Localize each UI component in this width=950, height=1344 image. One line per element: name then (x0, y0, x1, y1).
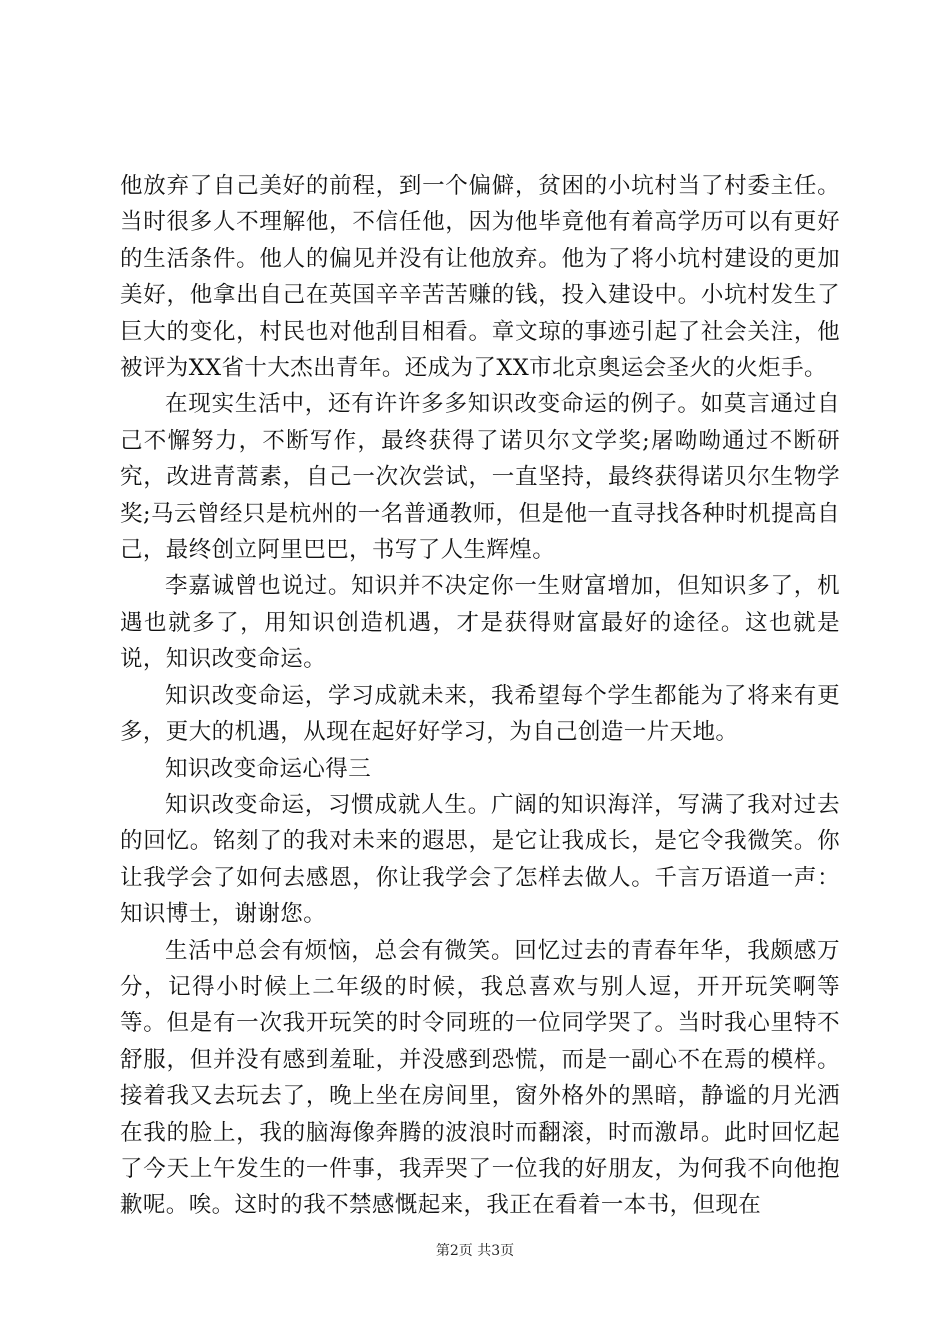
paragraph: 李嘉诚曾也说过。知识并不决定你一生财富增加，但知识多了，机遇也就多了，用知识创造机遇，才是获得财富最好的途径。这也就是说，知识改变命运。 (120, 573, 840, 673)
paragraph: 在现实生活中，还有许许多多知识改变命运的例子。如莫言通过自己不懈努力，不断写作，最终获得了诺贝尔文学奖;屠呦呦通过不断研究，改进青蒿素，自己一次次尝试，一直坚持，最终获得诺贝尔生物学奖;马云曾经只是杭州的一名普通教师，但是他一直寻找各种时机提高自己，最终创立阿里巴巴，书写了人生辉煌。 (120, 391, 840, 564)
paragraph: 知识改变命运，学习成就未来，我希望每个学生都能为了将来有更多，更大的机遇，从现在起好好学习，为自己创造一片天地。 (120, 682, 840, 746)
paragraph-continued: 他放弃了自己美好的前程，到一个偏僻，贫困的小坑村当了村委主任。当时很多人不理解他，不信任他，因为他毕竟他有着高学历可以有更好的生活条件。他人的偏见并没有让他放弃。他为了将小坑村建设的更加美好，他拿出自己在英国辛辛苦苦赚的钱，投入建设中。小坑村发生了巨大的变化，村民也对他刮目相看。章文琼的事迹引起了社会关注，他被评为XX省十大杰出青年。还成为了XX市北京奥运会圣火的火炬手。 (120, 173, 840, 382)
section-heading: 知识改变命运心得三 (165, 755, 372, 782)
body-text (120, 168, 840, 1224)
paragraph: 生活中总会有烦恼，总会有微笑。回忆过去的青春年华，我颇感万分，记得小时候上二年级的时候，我总喜欢与别人逗，开开玩笑啊等等。但是有一次我开玩笑的时令同班的一位同学哭了。当时我心里特不舒服，但并没有感到羞耻，并没感到恐慌，而是一副心不在焉的模样。接着我又去玩去了，晚上坐在房间里，窗外格外的黑暗，静谧的月光洒在我的脸上，我的脑海像奔腾的波浪时而翻滚，时而激昂。此时回忆起了今天上午发生的一件事，我弄哭了一位我的好朋友，为何我不向他抱歉呢。唉。这时的我不禁感慨起来，我正在看着一本书，但现在 (120, 937, 840, 1219)
paragraph: 知识改变命运，习惯成就人生。广阔的知识海洋，写满了我对过去的回忆。铭刻了的我对未来的遐思，是它让我成长，是它令我微笑。你让我学会了如何去感恩，你让我学会了怎样去做人。千言万语道一声：知识博士，谢谢您。 (120, 791, 840, 928)
page-footer: 第2页 共3页 (435, 1243, 515, 1259)
